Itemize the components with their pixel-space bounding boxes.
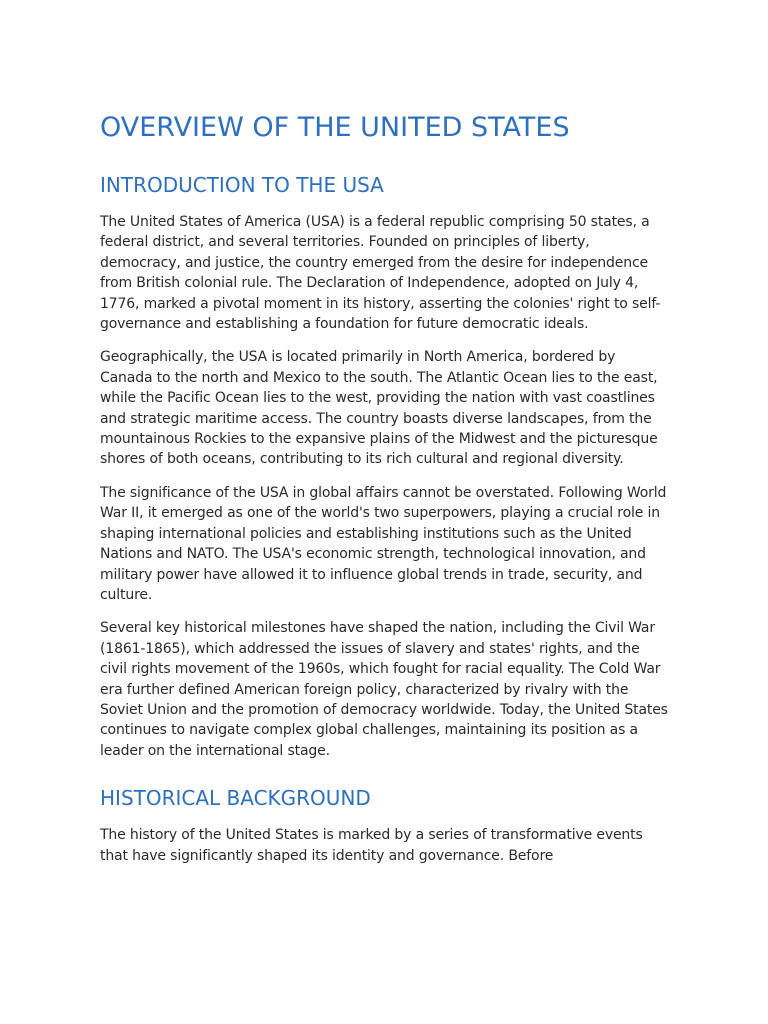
- document-title: OVERVIEW OF THE UNITED STATES: [100, 112, 570, 143]
- paragraph-introduction-2: Geographically, the USA is located primarily in North America, bordered by Canada to the north and Mexico to the south. The Atlantic Ocean lies to the east, while the Pacific Ocean lies to the west, providing the nation with vast coastlines and strategic maritime access. The country boasts diverse landscapes, from the mountainous Rockies to the expansive plains of the Midwest and the picturesque shores of both oceans, contributing to its rich cultural and regional diversity.: [100, 349, 658, 468]
- section-heading-historical-background: HISTORICAL BACKGROUND: [100, 786, 371, 811]
- section-heading-introduction: INTRODUCTION TO THE USA: [100, 173, 384, 197]
- paragraph-introduction-1: The United States of America (USA) is a federal republic comprising 50 states, a federal district, and several territories. Founded on principles of liberty, democracy, and justice, the country emerged from the desire for independence from British colonial rule. The Declaration of Independence, adopted on July 4, 1776, marked a pivotal moment in its history, asserting the colonies' right to self-governance and establishing a foundation for future democratic ideals.: [100, 214, 661, 333]
- paragraph-introduction-4: Several key historical milestones have shaped the nation, including the Civil War (1861-1865), which addressed the issues of slavery and states' rights, and the civil rights movement of the 1960s, which fought for racial equality. The Cold War era further defined American foreign policy, characterized by rivalry with the Soviet Union and the promotion of democracy worldwide. Today, the United States continues to navigate complex global challenges, maintaining its position as a leader on the international stage.: [100, 620, 668, 759]
- paragraph-historical-background-1: The history of the United States is marked by a series of transformative events that have significantly shaped its identity and governance. Before: [100, 827, 643, 864]
- document-content: [100, 108, 670, 879]
- paragraph-introduction-3: The significance of the USA in global affairs cannot be overstated. Following World War II, it emerged as one of the world's two superpowers, playing a crucial role in shaping international policies and establishing institutions such as the United Nations and NATO. The USA's economic strength, technological innovation, and military power have allowed it to influence global trends in trade, security, and culture.: [100, 484, 667, 603]
